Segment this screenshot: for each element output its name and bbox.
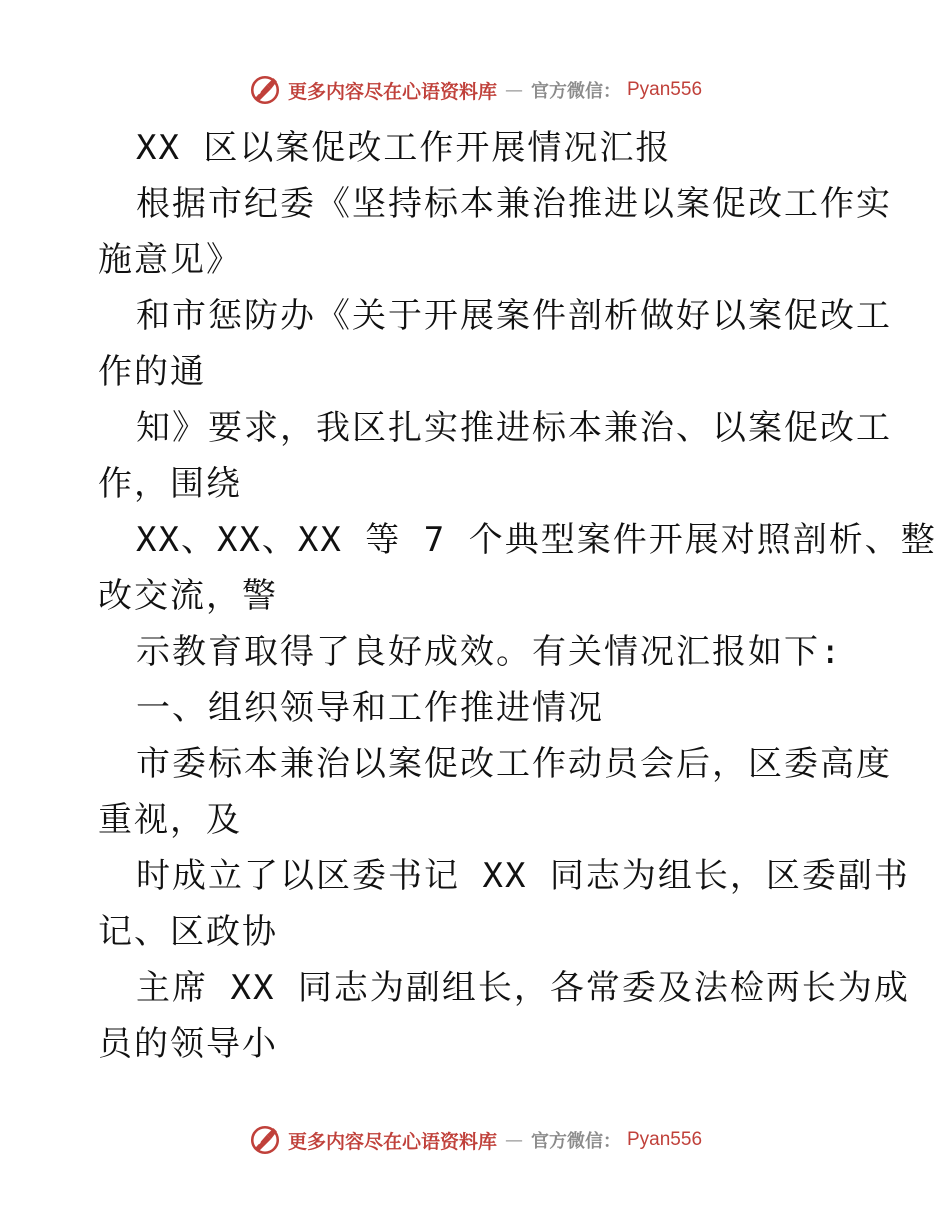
document-body <box>98 120 937 1072</box>
document-title: XX 区以案促改工作开展情况汇报 <box>136 128 672 168</box>
paragraph-line: 时成立了以区委书记 XX 同志为组长，区委副书 <box>136 856 910 896</box>
section-heading: 一、组织领导和工作推进情况 <box>136 688 604 728</box>
paragraph-line: 根据市纪委《坚持标本兼治推进以案促改工作实 <box>136 184 892 224</box>
paragraph-line: 作，围绕 <box>98 464 242 504</box>
paragraph-line: 市委标本兼治以案促改工作动员会后，区委高度 <box>136 744 892 784</box>
paragraph-line: 和市惩防办《关于开展案件剖析做好以案促改工 <box>136 296 892 336</box>
paragraph-line: 记、区政协 <box>98 912 278 952</box>
footer-banner <box>0 1120 950 1160</box>
paragraph-line: 改交流，警 <box>98 576 278 616</box>
banner-dash: — <box>505 79 523 101</box>
pen-logo-icon <box>248 1123 282 1157</box>
pen-logo-icon <box>248 73 282 107</box>
wechat-label: 官方微信： <box>531 81 621 102</box>
paragraph-line: 重视，及 <box>98 800 242 840</box>
paragraph-line: 施意见》 <box>98 240 242 280</box>
paragraph-line: 员的领导小 <box>98 1024 278 1064</box>
wechat-label: 官方微信： <box>531 1131 621 1152</box>
paragraph-line: 示教育取得了良好成效。有关情况汇报如下: <box>136 632 843 672</box>
wechat-id: Pyan556 <box>627 79 703 100</box>
banner-dash: — <box>505 1129 523 1151</box>
paragraph-line: XX、XX、XX 等 7 个典型案件开展对照剖析、整 <box>136 520 937 560</box>
paragraph-line: 作的通 <box>98 352 206 392</box>
paragraph-line: 知》要求，我区扎实推进标本兼治、以案促改工 <box>136 408 892 448</box>
header-banner <box>0 70 950 110</box>
paragraph-line: 主席 XX 同志为副组长，各常委及法检两长为成 <box>136 968 910 1008</box>
wechat-id: Pyan556 <box>627 1129 703 1150</box>
site-name: 更多内容尽在心语资料库 <box>287 1130 497 1153</box>
site-name: 更多内容尽在心语资料库 <box>287 80 497 103</box>
